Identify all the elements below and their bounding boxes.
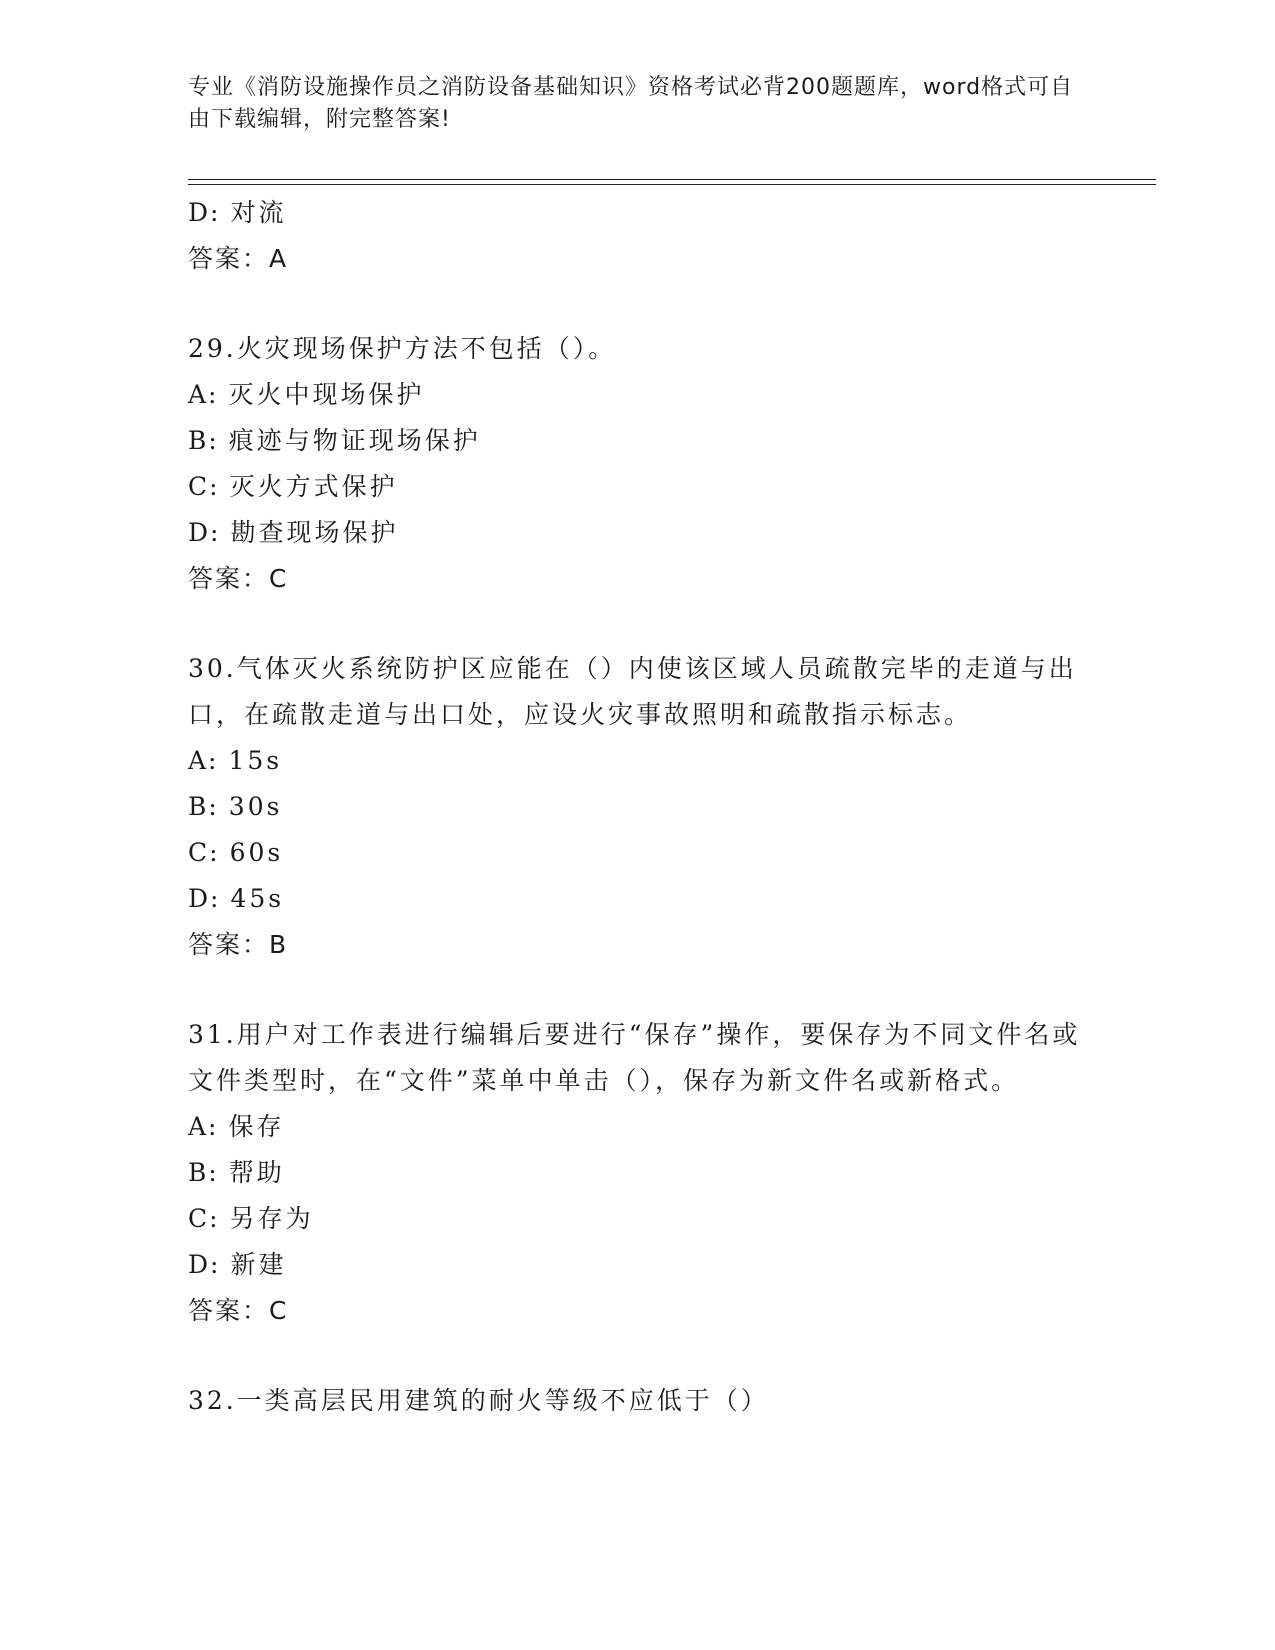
- answer-line: 答案：B: [188, 930, 289, 959]
- option-label: C:: [188, 1204, 220, 1233]
- header-title: 专业《消防设施操作员之消防设备基础知识》资格考试必背200题题库，word格式可自由下载编辑，附完整答案!: [188, 75, 1074, 132]
- question-31: [188, 1012, 1088, 1334]
- option-text: 对流: [230, 198, 287, 227]
- question-list: [188, 190, 1088, 1424]
- answer-line: 答案：C: [188, 564, 289, 593]
- option-label: D:: [188, 518, 221, 547]
- option-text: 15s: [228, 746, 283, 775]
- question-29: [188, 326, 1088, 602]
- option-text: 灭火方式保护: [229, 472, 398, 501]
- option-label: A:: [188, 746, 219, 775]
- option-text: 45s: [230, 884, 285, 913]
- option-d: [188, 1242, 1088, 1288]
- option-a: [188, 372, 1088, 418]
- option-b: [188, 418, 1088, 464]
- header-rule-bottom: [188, 184, 1156, 185]
- option-a: [188, 738, 1088, 784]
- option-label: C:: [188, 472, 220, 501]
- option-label: D:: [188, 1250, 221, 1279]
- option-d: [188, 190, 1088, 236]
- option-label: B:: [188, 792, 219, 821]
- option-label: B:: [188, 426, 219, 455]
- option-text: 痕迹与物证现场保护: [228, 426, 481, 455]
- option-label: D:: [188, 198, 221, 227]
- option-label: D:: [188, 884, 221, 913]
- option-c: [188, 1196, 1088, 1242]
- option-label: A:: [188, 380, 219, 409]
- option-c: [188, 464, 1088, 510]
- header-rule-top: [188, 179, 1156, 180]
- option-text: 灭火中现场保护: [228, 380, 425, 409]
- option-label: C:: [188, 838, 220, 867]
- answer-line: 答案：C: [188, 1296, 289, 1325]
- option-b: [188, 1150, 1088, 1196]
- option-text: 勘查现场保护: [230, 518, 399, 547]
- question-continuation: [188, 190, 1088, 282]
- option-a: [188, 1104, 1088, 1150]
- option-label: A:: [188, 1112, 219, 1141]
- option-d: [188, 510, 1088, 556]
- question-text: 30.气体灭火系统防护区应能在（）内使该区域人员疏散完毕的走道与出口，在疏散走道与出口处，应设火灾事故照明和疏散指示标志。: [188, 654, 1077, 729]
- question-text: 31.用户对工作表进行编辑后要进行“保存”操作，要保存为不同文件名或文件类型时，在“文件”菜单中单击（），保存为新文件名或新格式。: [188, 1020, 1081, 1095]
- option-d: [188, 876, 1088, 922]
- option-text: 30s: [228, 792, 283, 821]
- answer-line: 答案：A: [188, 244, 289, 273]
- question-text: 29.火灾现场保护方法不包括（）。: [188, 334, 617, 363]
- option-text: 帮助: [228, 1158, 285, 1187]
- option-label: B:: [188, 1158, 219, 1187]
- option-text: 新建: [230, 1250, 287, 1279]
- question-30: [188, 646, 1088, 968]
- option-text: 60s: [229, 838, 284, 867]
- document-header: [188, 72, 1078, 136]
- option-text: 保存: [228, 1112, 285, 1141]
- question-text: 32.一类高层民用建筑的耐火等级不应低于（）: [188, 1386, 769, 1415]
- option-text: 另存为: [229, 1204, 314, 1233]
- question-32: [188, 1378, 1088, 1424]
- option-b: [188, 784, 1088, 830]
- option-c: [188, 830, 1088, 876]
